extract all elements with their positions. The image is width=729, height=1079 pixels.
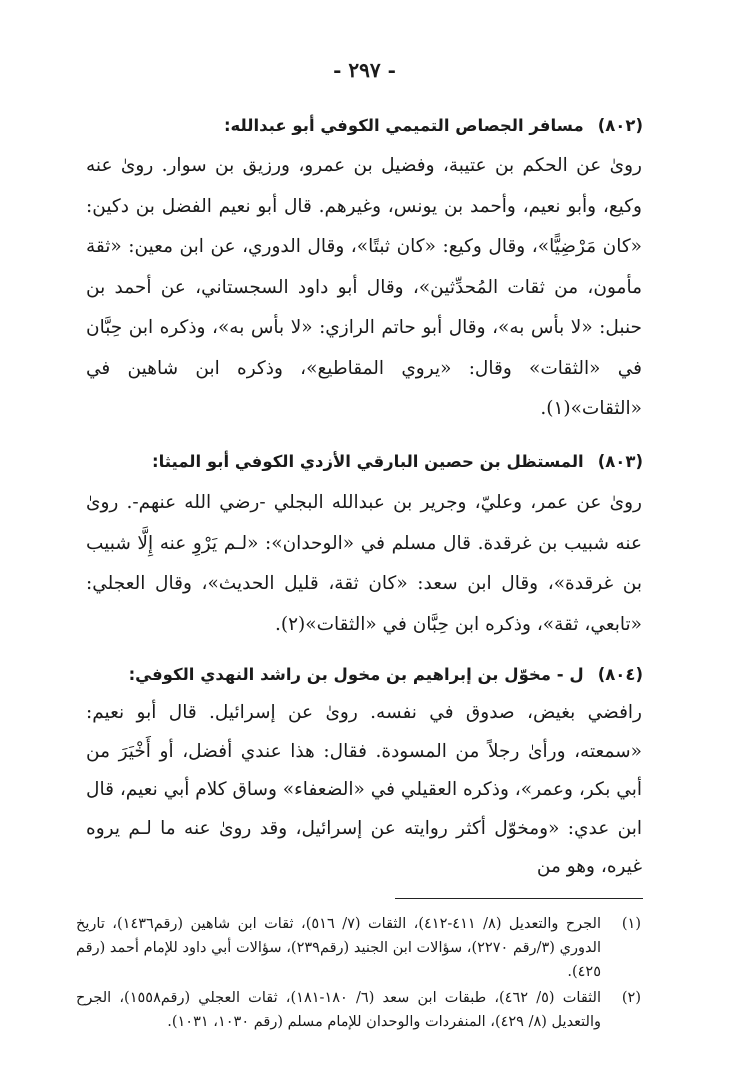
entry-heading: المستظل بن حصين البارقي الأزدي الكوفي أبو الميثا: bbox=[151, 452, 584, 471]
entry-body: رویٰ عن الحكم بن عتيبة، وفضيل بن عمرو، ورزيق بن سوار. رویٰ عنه وكيع، وأبو نعيم، وأحمد بن يونس، وغيرهم. قال أبو نعيم الفضل بن دكين: «كان مَرْضِيًّا»، وقال وكيع: «كان ثبتًا»، وقال الدوري، عن ابن معين: «ثقة مأمون، من ثقات المُحدِّثين»، وقال أبو داود السجستاني، عن أحمد بن حنبل: «لا بأس به»، وقال أبو حاتم الرازي: «لا بأس به»، وذكره ابن حِبَّان في «الثقات» وقال: «يروي المقاطيع»، وذكره ابن شاهين في «الثقات»(١). bbox=[86, 155, 642, 419]
footnote bbox=[76, 986, 641, 1034]
entry-number: (٨٠٢) bbox=[597, 116, 643, 135]
entry-number: (٨٠٤) bbox=[597, 665, 643, 684]
footnotes bbox=[76, 912, 641, 1034]
footnote bbox=[76, 912, 641, 984]
footnote-number: (١) bbox=[621, 916, 641, 932]
entry-heading: مسافر الجصاص التميمي الكوفي أبو عبدالله: bbox=[223, 116, 584, 135]
entry-title bbox=[60, 660, 643, 690]
footnote-number: (٢) bbox=[621, 990, 641, 1006]
entry-number: (٨٠٣) bbox=[597, 452, 643, 471]
entry-title bbox=[60, 111, 643, 141]
entry-title bbox=[60, 447, 643, 477]
entry-body: رویٰ عن عمر، وعليّ، وجرير بن عبدالله البجلي -رضي الله عنهم-. رویٰ عنه شبيب بن غرقدة. قال مسلم في «الوحدان»: «لـم يَرْوِ عنه إِلَّا شبيب بن غرقدة»، وقال ابن سعد: «كان ثقة، قليل الحديث»، وقال العجلي: «تابعي، ثقة»، وذكره ابن حِبَّان في «الثقات»(٢). bbox=[86, 492, 642, 635]
footnote-text: الثقات (٥/ ٤٦٢)، طبقات ابن سعد (٦/ ١٨٠-١٨١)، ثقات العجلي (رقم١٥٥٨)، الجرح والتعديل (٨/ ٤٢٩)، المنفردات والوحدان للإمام مسلم (رقم ١٠٣٠، ١٠٣١). bbox=[76, 990, 601, 1030]
page-number: - ٢٩٧ - bbox=[333, 58, 396, 82]
entry-body: رافضي بغيض، صدوق في نفسه. رویٰ عن إسرائيل. قال أبو نعيم: «سمعته، ورأىٰ رجلاً من المسودة. فقال: هذا عندي أفضل، أو أَخْيَرَ من أبي بكر، وعمر»، وذكره العقيلي في «الضعفاء» وساق كلام أبي نعيم، قال ابن عدي: «ومخوّل أكثر روايته عن إسرائيل، وقد رویٰ عنه ما لـم يروه غيره، وهو من bbox=[86, 702, 642, 877]
entry-heading: ل - مخوّل بن إبراهيم بن مخول بن راشد النهدي الكوفي: bbox=[128, 665, 584, 684]
footnote-separator bbox=[395, 898, 643, 899]
footnote-text: الجرح والتعديل (٨/ ٤١١-٤١٢)، الثقات (٧/ ٥١٦)، ثقات ابن شاهين (رقم١٤٣٦)، تاريخ الدوري (٣/رقم ٢٢٧٠)، سؤالات ابن الجنيد (رقم٢٣٩)، سؤالات أبي داود للإمام أحمد (رقم ٤٢٥). bbox=[76, 916, 602, 980]
